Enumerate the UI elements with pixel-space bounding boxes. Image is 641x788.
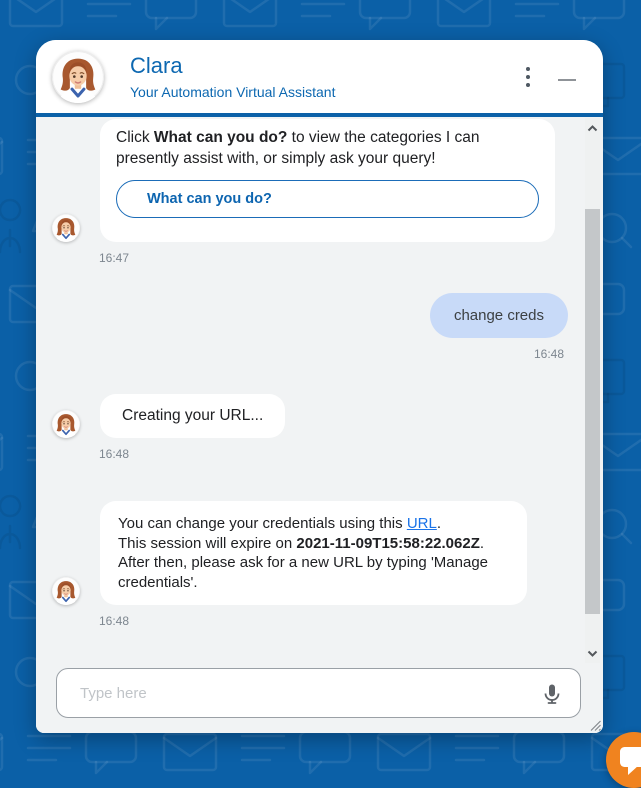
scroll-down-button[interactable] [585, 646, 600, 660]
message-row [52, 394, 568, 438]
bot-avatar [52, 410, 80, 438]
message-text: to view the categories I can presently assist with, or simply ask your query! [116, 129, 480, 167]
chat-window [36, 40, 603, 733]
message-text: . [436, 515, 441, 532]
bot-avatar [52, 577, 80, 605]
minimize-icon[interactable] [558, 79, 576, 81]
header-text [130, 54, 520, 100]
chat-body [36, 117, 603, 733]
message-text-bold: What can you do? [153, 129, 288, 146]
user-message-bubble: change creds [430, 293, 568, 338]
assistant-avatar [52, 51, 104, 103]
assistant-name: Clara [130, 52, 183, 78]
chat-launcher-button[interactable] [606, 732, 641, 788]
bot-avatar [52, 214, 80, 242]
message-list [36, 117, 603, 628]
chevron-up-icon [587, 125, 598, 132]
microphone-icon[interactable] [540, 682, 564, 706]
chat-header [36, 40, 603, 113]
message-input-container [56, 668, 581, 718]
message-text: This session will expire on [118, 534, 297, 552]
scroll-up-button[interactable] [585, 121, 600, 135]
message-row [52, 119, 568, 242]
message-line [118, 534, 509, 554]
timestamp: 16:47 [99, 251, 130, 265]
expiry-datetime: 2021-11-09T15:58:22.062Z [296, 534, 480, 552]
resize-handle-icon[interactable] [588, 718, 601, 731]
timestamp: 16:48 [99, 447, 130, 461]
timestamp: 16:48 [533, 347, 564, 361]
timestamp: 16:48 [99, 614, 130, 628]
message-row [52, 501, 568, 605]
message-text: You can change your credentials using this [118, 515, 407, 532]
message-line: After then, please ask for a new URL by typing 'Manage credentials'. [118, 554, 489, 591]
message-input[interactable] [57, 669, 580, 717]
bot-message-bubble [100, 119, 555, 242]
message-line [118, 514, 509, 534]
bot-message-bubble [100, 501, 527, 605]
url-link[interactable]: URL [406, 515, 437, 532]
chat-bubble-icon [606, 732, 641, 788]
bot-message-bubble: Creating your URL... [100, 394, 285, 438]
assistant-subtitle: Your Automation Virtual Assistant [130, 83, 336, 100]
message-text: Click [116, 129, 154, 146]
message-row [52, 293, 568, 338]
scrollbar[interactable] [585, 118, 600, 663]
chevron-down-icon [587, 650, 598, 657]
what-can-you-do-button[interactable]: What can you do? [116, 180, 539, 218]
scrollbar-thumb[interactable] [585, 209, 600, 614]
message-text: . [479, 534, 485, 552]
kebab-menu-icon[interactable] [520, 61, 536, 93]
